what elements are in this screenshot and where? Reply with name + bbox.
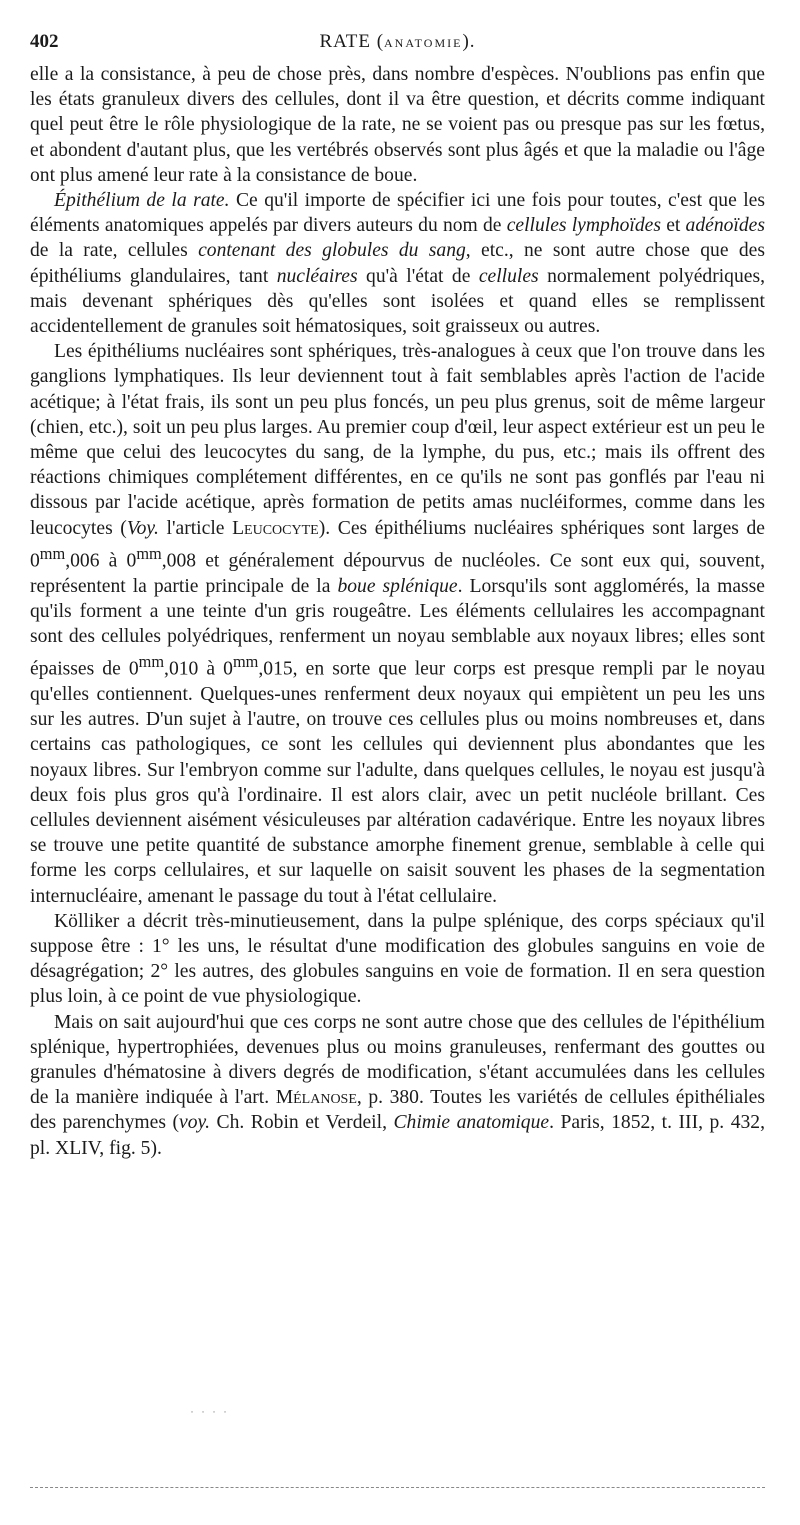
cross-reference: Mélanose — [275, 1087, 357, 1109]
text-run: de la rate, cellules — [30, 240, 199, 262]
cross-reference: Leucocyte — [232, 517, 319, 539]
page-number: 402 — [30, 31, 59, 52]
body-text — [30, 62, 765, 1161]
text-run: ,006 à 0 — [65, 550, 137, 572]
footer-rule — [30, 1487, 765, 1488]
text-run: ). Ces épithéliums nucléaires sphériques sont larges de 0 — [30, 517, 765, 572]
book-title: Chimie anatomique — [393, 1112, 550, 1134]
italic-term: cellules lymphoïdes — [506, 215, 661, 237]
unit-superscript: mm — [39, 543, 66, 563]
running-head-qualifier: ANATOMIE — [384, 36, 463, 50]
unit-superscript: mm — [138, 652, 165, 672]
paragraph-5 — [30, 1010, 765, 1161]
section-heading-epithelium: Épithélium de la rate. — [54, 190, 230, 212]
text-run: ,010 à 0 — [164, 658, 233, 680]
text-run: . Lorsqu'ils sont agglomérés, la masse qu'ils forment a une teinte d'un gris rougeâtre. Les éléments cellulaires les accompagnant sont des cellules polyédriques, renferment un noyau semblable aux noyaux libres; elles sont épaisses de 0 — [30, 575, 765, 680]
text-run: qu'à l'état de — [357, 265, 479, 287]
unit-superscript: mm — [136, 543, 162, 563]
text-run: . Paris, 1852, t. III, p. 432, pl. XLIV, fig. 5). — [30, 1112, 765, 1159]
text-run: , p. 380. Toutes les variétés de cellules épithéliales des parenchymes ( — [30, 1087, 765, 1134]
text-run: Ce qu'il importe de spécifier ici une fois pour toutes, c'est que les éléments anatomiques appelés par divers auteurs du nom de — [30, 190, 765, 237]
paragraph-3 — [30, 339, 765, 909]
text-run: ,015, en sorte que leur corps est presque rempli par le noyau qu'elles contiennent. Quelques-unes renferment deux noyaux qui empiètent un peu les uns sur les autres. D'un sujet à l'autre, on trouve ces cellules plus ou moins nombreuses et, dans certains cas pathologiques, ce sont les cellules qui deviennent plus abondantes que les noyaux libres. Sur l'embryon comme sur l'adulte, dans quelques cellules, le noyau est jusqu'à deux fois plus gros qu'à l'ordinaire. Il est alors clair, avec un petit nucléole brillant. Ces cellules deviennent aisément vésiculeuses par altération cadavérique. Entre les noyaux libres se trouve une petite quantité de substance amorphe finement grenue, semblable à celle qui forme les corps cellulaires, et sur laquelle on saisit souvent les phases de la segmentation internucléaire, amenant le passage du tout à l'état cellulaire. — [30, 658, 765, 907]
text-run: , etc., ne sont autre chose que des épithéliums glandulaires, tant — [30, 240, 765, 287]
text-run: Mais on sait aujourd'hui que ces corps ne sont autre chose que des cellules de l'épithélium splénique, hypertrophiées, devenues plus ou moins granuleuses, renfermant des gouttes ou granules d'hématosine à divers degrés de modification, s'étant accumulées dans les cellules de la manière indiquée à l'art. — [30, 1011, 765, 1109]
paragraph-2 — [30, 188, 765, 339]
text-run: Les épithéliums nucléaires sont sphériques, très-analogues à ceux que l'on trouve dans les ganglions lymphatiques. Ils leur deviennent tout à fait semblables après l'action de l'acide acétique; à l'état frais, ils sont un peu plus foncés, un peu plus grenus, soit de même largeur (chien, etc.), soit un peu plus larges. Au premier coup d'œil, leur aspect extérieur est un peu le même que celui des leucocytes du sang, de la lymphe, du pus, etc.; mais ils offrent des réactions chimiques complétement différentes, en ce qu'ils ne sont pas gonflés par l'eau ni dissous par l'acide acétique, après formation de petits amas nucléiformes, comme dans les leucocytes ( — [30, 341, 765, 539]
italic-term: cellules — [478, 265, 539, 287]
italic-term: adénoïdes — [685, 215, 765, 237]
italic-term: voy. — [179, 1112, 211, 1134]
text-run: Ch. Robin et Verdeil, — [210, 1112, 394, 1134]
italic-term: boue splénique — [337, 575, 458, 597]
unit-superscript: mm — [232, 652, 259, 672]
text-run: ,008 et généralement dépourvus de nucléoles. Ce sont eux qui, souvent, représentent la partie principale de la — [30, 550, 765, 597]
document-page — [30, 0, 765, 1525]
text-run: l'article — [158, 517, 233, 539]
running-head-title: RATE — [319, 31, 371, 52]
page-header — [30, 30, 765, 54]
italic-term: nucléaires — [276, 265, 358, 287]
paragraph-4: Kölliker a décrit très-minutieusement, dans la pulpe splénique, des corps spéciaux qu'il suppose être : 1° les uns, le résultat d'une modification des globules sanguins en voie de désagrégation; 2° les autres, des globules sanguins en voie de formation. Il en sera question plus loin, à ce point de vue physiologique. — [30, 910, 765, 1008]
italic-term: contenant des globules du sang — [198, 240, 466, 262]
scan-artifact: ˙ ˙ ˙ ˙ — [190, 1408, 229, 1422]
text-run: et — [660, 215, 686, 237]
text-run: normalement polyédriques, mais devenant sphériques dès qu'elles sont isolées et quand elles se remplissent accidentellement de granules soit hématosiques, soit graisseux ou autres. — [30, 265, 765, 338]
running-head: RATE (ANATOMIE). — [319, 31, 476, 52]
paragraph-1: elle a la consistance, à peu de chose près, dans nombre d'espèces. N'oublions pas enfin que les états granuleux divers des cellules, dont il va être question, et décrits comme indiquant quel peut être le rôle physiologique de la rate, ne se voient pas ou presque pas sur les fœtus, et abondent d'autant plus, que les vertébrés observés sont plus âgés et que la maladie ou l'âge ont plus amené leur rate à la consistance de boue. — [30, 64, 765, 186]
italic-term: Voy. — [126, 517, 159, 539]
